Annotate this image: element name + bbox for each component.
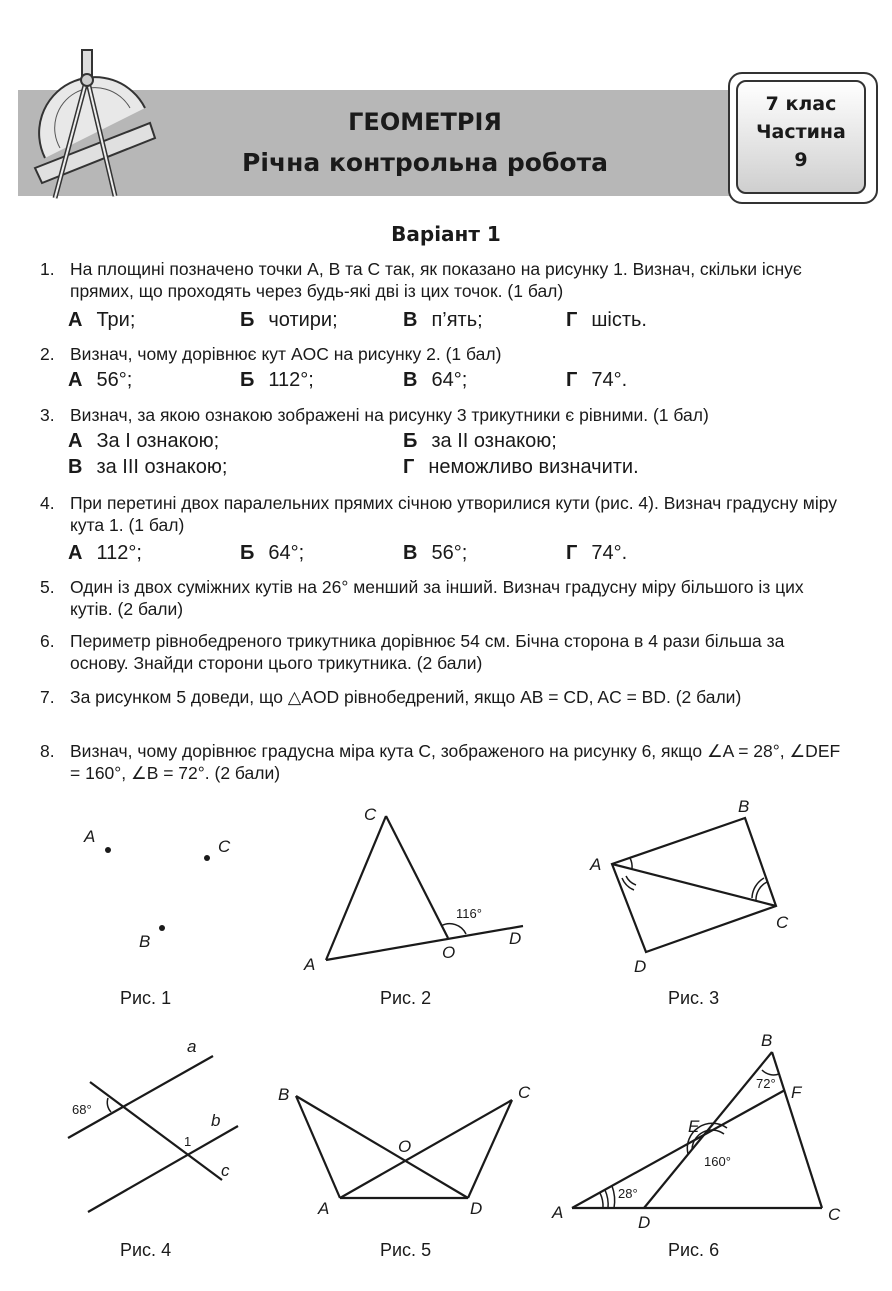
fig1-label-b: B bbox=[139, 932, 151, 951]
fig2-label-o: O bbox=[442, 943, 456, 962]
option: В за III ознакою; bbox=[68, 456, 228, 478]
figure-4-caption: Рис. 4 bbox=[120, 1240, 172, 1260]
option: А 56°; bbox=[68, 369, 133, 391]
fig6-angle-a: 28° bbox=[618, 1186, 638, 1201]
option: А Три; bbox=[68, 309, 136, 331]
badge-part: Частина bbox=[756, 121, 846, 143]
fig6-label-e: E bbox=[688, 1117, 700, 1136]
option: Б 64°; bbox=[240, 542, 305, 564]
option: Г неможливо визначити. bbox=[403, 456, 639, 478]
figure-3-caption: Рис. 3 bbox=[668, 988, 720, 1008]
fig2-label-c: C bbox=[364, 805, 377, 824]
fig5-label-b: B bbox=[278, 1085, 290, 1104]
option: В 56°; bbox=[403, 542, 468, 564]
fig2-label-a: A bbox=[304, 955, 316, 974]
badge-number: 9 bbox=[794, 149, 808, 171]
variant-heading: Варіант 1 bbox=[391, 222, 501, 246]
option: Б чотири; bbox=[240, 309, 338, 331]
fig3-label-b: B bbox=[738, 797, 750, 816]
option: Б 112°; bbox=[240, 369, 314, 391]
fig2-label-d: D bbox=[509, 929, 522, 948]
figure-6-caption: Рис. 6 bbox=[668, 1240, 720, 1260]
fig6-angle-b: 72° bbox=[756, 1076, 776, 1091]
fig6-label-b: B bbox=[761, 1031, 773, 1050]
option: А За I ознакою; bbox=[68, 430, 220, 452]
page-title: ГЕОМЕТРІЯ bbox=[348, 108, 502, 136]
option: Г 74°. bbox=[566, 542, 628, 564]
option: Г 74°. bbox=[566, 369, 628, 391]
fig5-label-o: O bbox=[398, 1137, 412, 1156]
figure-5-caption: Рис. 5 bbox=[380, 1240, 432, 1260]
figure-5 bbox=[278, 1083, 531, 1218]
figure-3 bbox=[589, 797, 789, 976]
figure-1-caption: Рис. 1 bbox=[120, 988, 172, 1008]
option: Г шість. bbox=[566, 309, 647, 331]
fig4-label-c: c bbox=[221, 1161, 230, 1180]
fig3-label-a: A bbox=[590, 855, 602, 874]
figure-4 bbox=[68, 1037, 238, 1212]
fig6-label-a: A bbox=[552, 1203, 564, 1222]
figure-1 bbox=[83, 827, 231, 951]
page-subtitle: Річна контрольна робота bbox=[242, 148, 608, 177]
fig3-label-c: C bbox=[776, 913, 789, 932]
fig4-angle-1: 1 bbox=[184, 1134, 192, 1149]
fig5-label-a: A bbox=[318, 1199, 330, 1218]
figure-6 bbox=[551, 1031, 841, 1232]
fig3-label-d: D bbox=[634, 957, 647, 976]
fig4-label-b: b bbox=[211, 1111, 221, 1130]
fig2-angle: 116° bbox=[456, 906, 482, 921]
option: В п’ять; bbox=[403, 309, 483, 331]
fig5-label-d: D bbox=[470, 1199, 483, 1218]
fig6-label-d: D bbox=[638, 1213, 651, 1232]
fig6-label-c: C bbox=[828, 1205, 841, 1224]
option: А 112°; bbox=[68, 542, 142, 564]
fig1-label-c: C bbox=[218, 837, 231, 856]
badge-grade: 7 клас bbox=[765, 93, 837, 115]
fig4-angle: 68° bbox=[72, 1102, 92, 1117]
fig6-angle-e: 160° bbox=[704, 1154, 731, 1169]
fig4-label-a: a bbox=[187, 1037, 197, 1056]
fig1-label-a: A bbox=[84, 827, 96, 846]
option: Б за II ознакою; bbox=[403, 430, 557, 452]
option: В 64°; bbox=[403, 369, 468, 391]
fig6-label-f: F bbox=[791, 1083, 802, 1102]
fig5-label-c: C bbox=[518, 1083, 531, 1102]
figure-2-caption: Рис. 2 bbox=[380, 988, 432, 1008]
figure-2 bbox=[303, 805, 523, 974]
